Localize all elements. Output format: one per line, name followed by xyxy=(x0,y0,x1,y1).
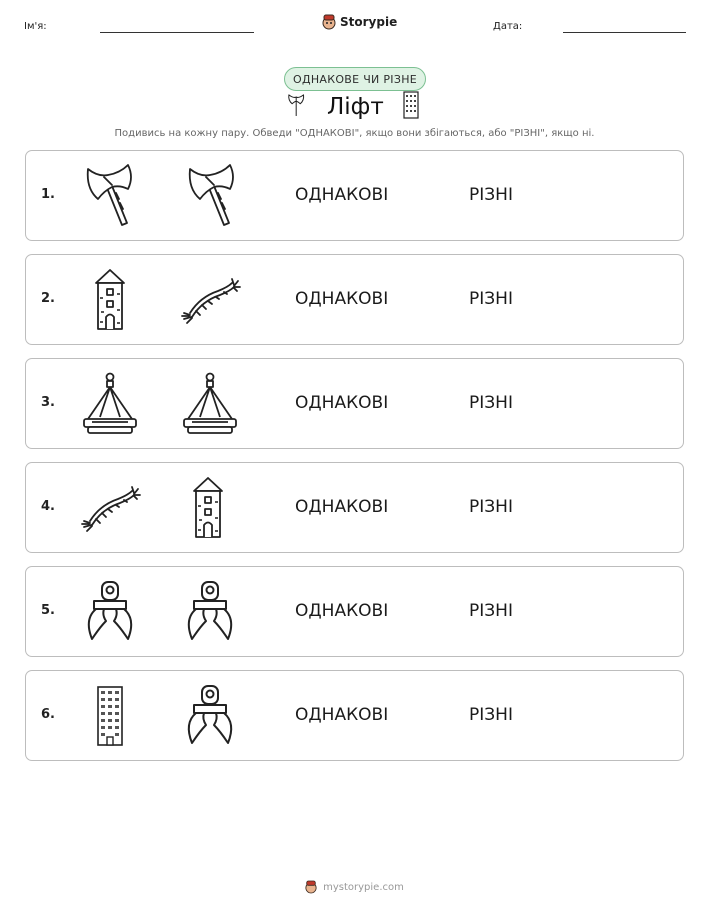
date-line[interactable] xyxy=(563,32,686,33)
elevator-platform-icon xyxy=(78,371,142,437)
grabber-claw-icon xyxy=(178,579,242,645)
option-different[interactable]: РІЗНІ xyxy=(469,289,513,309)
worksheet-type-badge: ОДНАКОВЕ ЧИ РІЗНЕ xyxy=(284,67,426,91)
option-same[interactable]: ОДНАКОВІ xyxy=(295,601,389,621)
option-same[interactable]: ОДНАКОВІ xyxy=(295,705,389,725)
page-title: Ліфт xyxy=(327,94,384,120)
option-different[interactable]: РІЗНІ xyxy=(469,705,513,725)
storypie-mascot-icon xyxy=(322,14,336,30)
option-same[interactable]: ОДНАКОВІ xyxy=(295,289,389,309)
rope-icon xyxy=(178,267,242,333)
brand-name: Storypie xyxy=(340,15,398,29)
name-line[interactable] xyxy=(100,32,254,33)
pair-row-2 xyxy=(25,254,684,345)
footer-url[interactable]: mystorypie.com xyxy=(323,881,404,893)
pair-row-6 xyxy=(25,670,684,761)
grabber-claw-icon xyxy=(178,683,242,749)
rope-icon xyxy=(78,475,142,541)
brand-logo xyxy=(322,14,397,30)
option-same[interactable]: ОДНАКОВІ xyxy=(295,393,389,413)
instructions: Подивись на кожну пару. Обведи "ОДНАКОВІ", якщо вони збігаються, або "РІЗНІ", якщо ні. xyxy=(114,128,595,139)
row-number: 4. xyxy=(41,499,55,514)
option-different[interactable]: РІЗНІ xyxy=(469,497,513,517)
row-number: 1. xyxy=(41,187,55,202)
date-label: Дата: xyxy=(493,21,523,32)
row-number: 3. xyxy=(41,395,55,410)
storypie-mascot-icon xyxy=(305,880,317,894)
axe-icon xyxy=(78,163,142,229)
row-number: 5. xyxy=(41,603,55,618)
option-same[interactable]: ОДНАКОВІ xyxy=(295,497,389,517)
footer xyxy=(0,880,709,894)
axe-icon xyxy=(180,163,244,229)
name-label: Ім'я: xyxy=(24,21,47,32)
tower-icon xyxy=(176,475,240,541)
title-axe-icon xyxy=(284,90,310,120)
elevator-platform-icon xyxy=(178,371,242,437)
row-number: 6. xyxy=(41,707,55,722)
pair-row-5 xyxy=(25,566,684,657)
pair-row-3 xyxy=(25,358,684,449)
building-icon xyxy=(78,683,142,749)
pair-row-4 xyxy=(25,462,684,553)
row-number: 2. xyxy=(41,291,55,306)
option-different[interactable]: РІЗНІ xyxy=(469,601,513,621)
grabber-claw-icon xyxy=(78,579,142,645)
option-same[interactable]: ОДНАКОВІ xyxy=(295,185,389,205)
tower-icon xyxy=(78,267,142,333)
option-different[interactable]: РІЗНІ xyxy=(469,393,513,413)
option-different[interactable]: РІЗНІ xyxy=(469,185,513,205)
pair-row-1 xyxy=(25,150,684,241)
title-building-icon xyxy=(401,90,421,120)
